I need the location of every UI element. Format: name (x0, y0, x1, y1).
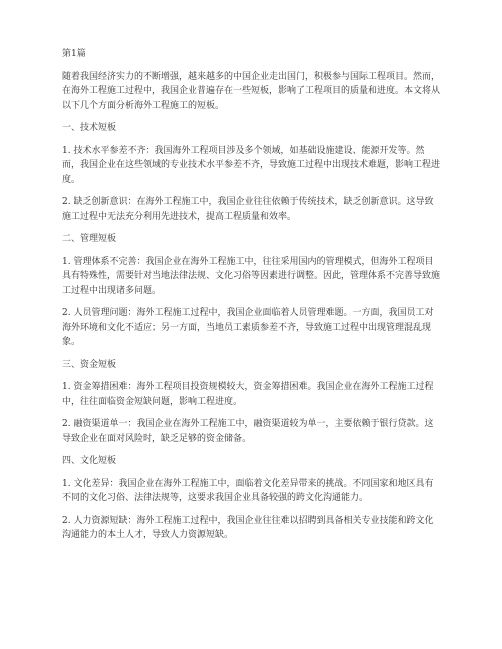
intro-paragraph: 随着我国经济实力的不断增强，越来越多的中国企业走出国门，积极参与国际工程项目。然而，在海外工程施工过程中，我国企业普遍存在一些短板，影响了工程项目的质量和进度。本文将从以下几个方面分析海外工程施工的短板。 (62, 71, 441, 111)
section-heading-management: 二、管理短板 (62, 234, 117, 244)
section-item-technology-1: 1. 技术水平参差不齐：我国海外工程项目涉及多个领域，如基础设施建设、能源开发等。然而，我国企业在这些领域的专业技术水平参差不齐，导致施工过程中出现技术难题，影响工程进度。 (62, 145, 441, 185)
section-item-funding-1: 1. 资金筹措困难：海外工程项目投资规模较大，资金筹措困难。我国企业在海外工程施工过程中，往往面临资金短缺问题，影响工程进度。 (62, 382, 434, 407)
section-item-funding-2: 2. 融资渠道单一：我国企业在海外工程施工中，融资渠道较为单一，主要依赖于银行贷款。这导致企业在面对风险时，缺乏足够的资金储备。 (62, 419, 434, 444)
section-item-management-2: 2. 人员管理问题：海外工程施工过程中，我国企业面临着人员管理难题。一方面，我国员工对海外环境和文化不适应；另一方面，当地员工素质参差不齐，导致施工过程中出现管理混乱现象。 (62, 308, 434, 347)
section-heading-culture: 四、文化短板 (62, 456, 117, 466)
document-body (62, 47, 442, 551)
section-item-culture-2: 2. 人力资源短缺：海外工程施工过程中，我国企业往往难以招聘到具备相关专业技能和跨文化沟通能力的本土人才，导致人力资源短缺。 (62, 515, 434, 540)
section-item-technology-2: 2. 缺乏创新意识：在海外工程施工中，我国企业往往依赖于传统技术，缺乏创新意识。这导致施工过程中无法充分利用先进技术，提高工程质量和效率。 (62, 197, 434, 222)
document-title: 第1篇 (62, 49, 86, 59)
section-item-culture-1: 1. 文化差异：我国企业在海外工程施工中，面临着文化差异带来的挑战。不同国家和地区具有不同的文化习俗、法律法规等，这要求我国企业具备较强的跨文化沟通能力。 (62, 478, 434, 503)
section-heading-funding: 三、资金短板 (62, 359, 117, 370)
section-item-management-1: 1. 管理体系不完善：我国企业在海外工程施工中，往往采用国内的管理模式，但海外工程项目具有特殊性，需要针对当地法律法规、文化习俗等因素进行调整。因此，管理体系不完善导致施工过程中出现诸多问题。 (62, 256, 441, 296)
section-heading-technology: 一、技术短板 (62, 123, 117, 133)
